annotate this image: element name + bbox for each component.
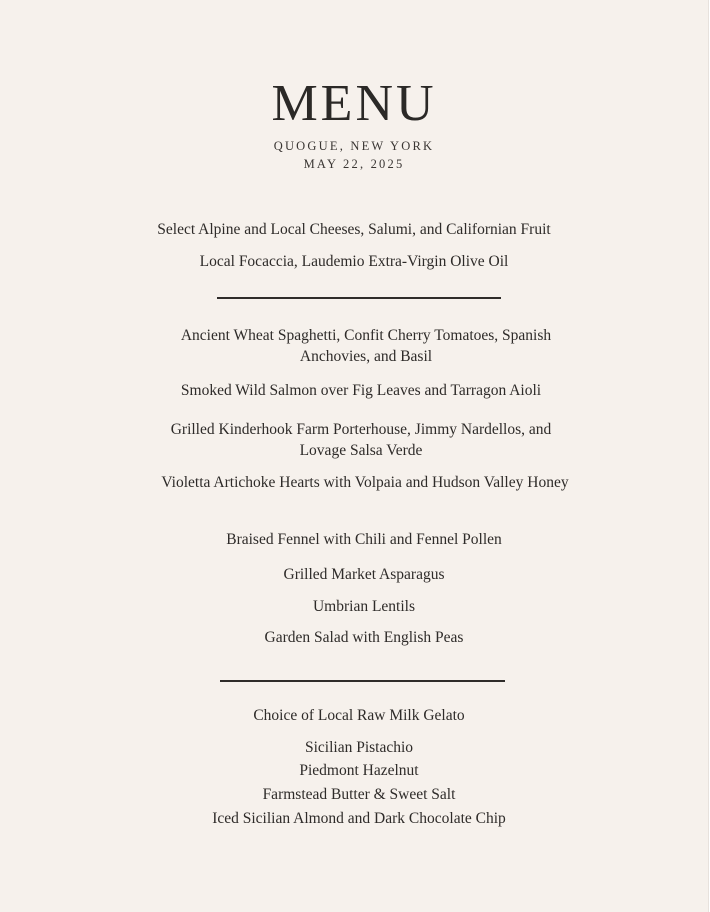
menu-item-lentils: Umbrian Lentils [312,598,416,615]
gelato-flavor-almond-chocolate: Iced Sicilian Almond and Dark Chocolate Chip [212,810,506,827]
menu-item-asparagus: Grilled Market Asparagus [283,566,445,583]
menu-item-spaghetti: Ancient Wheat Spaghetti, Confit Cherry Tomatoes, Spanish Anchovies, and Basil [180,327,552,365]
menu-location: QUOGUE, NEW YORK [273,139,435,153]
menu-title: MENU [271,75,437,132]
menu-item-focaccia: Local Focaccia, Laudemio Extra-Virgin Olive Oil [199,253,509,270]
gelato-flavor-butter-salt: Farmstead Butter & Sweet Salt [262,786,456,803]
section-divider-1 [217,297,501,299]
menu-item-salmon: Smoked Wild Salmon over Fig Leaves and Tarragon Aioli [180,382,542,399]
menu-item-porterhouse: Grilled Kinderhook Farm Porterhouse, Jimmy Nardellos, and Lovage Salsa Verde [170,421,552,459]
menu-date: MAY 22, 2025 [303,157,405,171]
menu-item-salad: Garden Salad with English Peas [264,629,464,646]
menu-item-cheeses: Select Alpine and Local Cheeses, Salumi, and Californian Fruit [157,221,551,238]
menu-item-gelato-heading: Choice of Local Raw Milk Gelato [253,707,465,724]
gelato-flavor-hazelnut: Piedmont Hazelnut [299,762,419,779]
gelato-flavor-pistachio: Sicilian Pistachio [304,739,414,756]
section-divider-2 [220,680,505,682]
menu-item-fennel: Braised Fennel with Chili and Fennel Pollen [226,531,502,548]
menu-item-artichoke: Violetta Artichoke Hearts with Volpaia and Hudson Valley Honey [161,474,569,491]
